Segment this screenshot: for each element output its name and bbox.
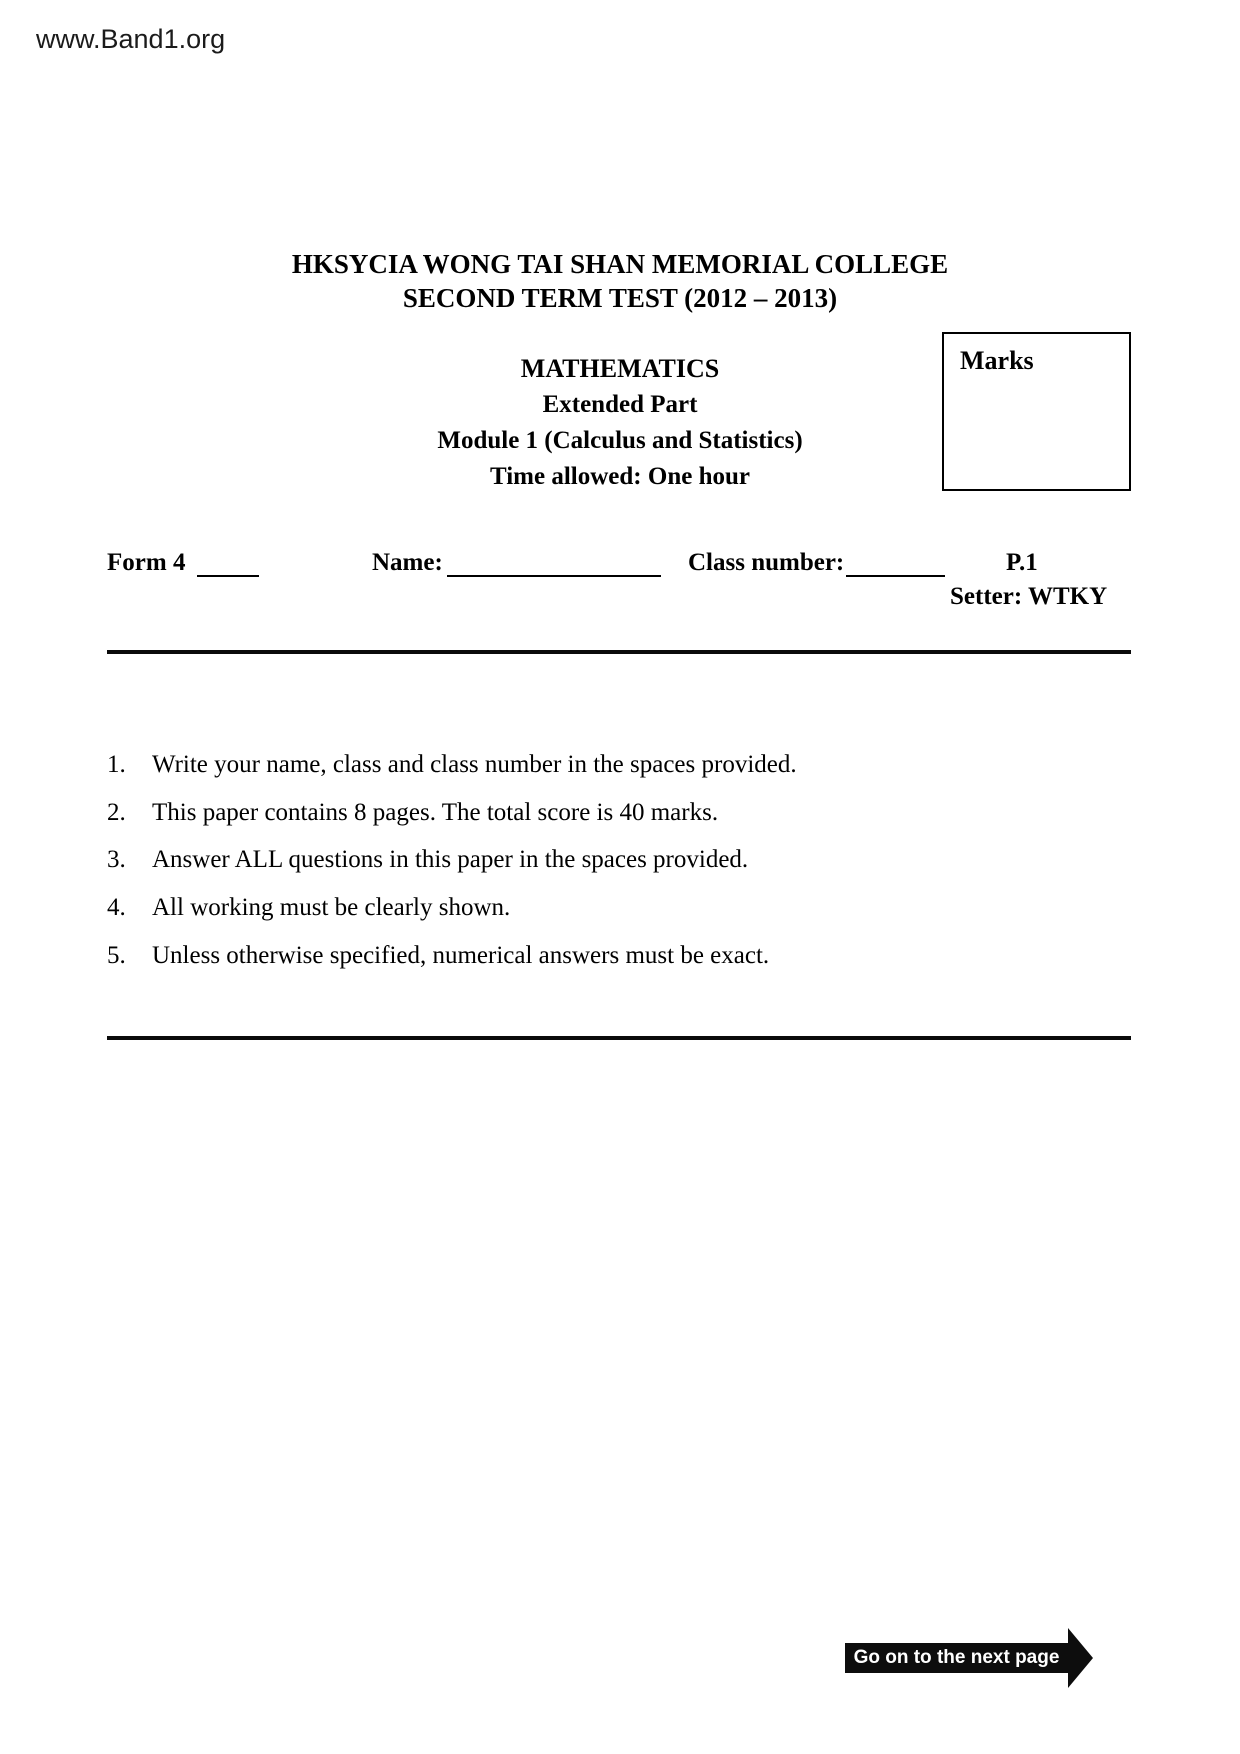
- subject-block: [0, 351, 1240, 495]
- watermark-text: www.Band1.org: [36, 24, 226, 54]
- class-number-blank: [846, 549, 945, 577]
- page-number: P.1: [1006, 549, 1038, 576]
- setter-label: Setter: WTKY: [950, 583, 1108, 610]
- instruction-number: 1.: [107, 751, 126, 778]
- instruction-text: Unless otherwise specified, numerical answers must be exact.: [152, 942, 770, 969]
- header-divider: [107, 650, 1131, 654]
- instruction-number: 2.: [107, 799, 126, 826]
- class-number-label: Class number:: [688, 549, 845, 576]
- subject-module: Module 1 (Calculus and Statistics): [437, 427, 803, 454]
- instruction-item: [107, 751, 1047, 779]
- subject-part: Extended Part: [542, 391, 698, 418]
- instruction-text: Answer ALL questions in this paper in the spaces provided.: [152, 846, 749, 873]
- next-page-banner: [845, 1643, 1068, 1673]
- test-title: SECOND TERM TEST (2012 – 2013): [402, 283, 838, 313]
- instruction-number: 4.: [107, 894, 126, 921]
- next-page-arrow-icon: [1068, 1628, 1093, 1688]
- instruction-item: [107, 799, 1047, 827]
- name-blank: [447, 549, 661, 577]
- instruction-number: 5.: [107, 942, 126, 969]
- name-label: Name:: [372, 549, 443, 576]
- instruction-item: [107, 846, 1047, 874]
- instruction-text: Write your name, class and class number in the spaces provided.: [152, 751, 797, 778]
- instruction-text: All working must be clearly shown.: [152, 894, 511, 921]
- subject-title: MATHEMATICS: [520, 354, 720, 383]
- instruction-text: This paper contains 8 pages. The total score is 40 marks.: [152, 799, 719, 826]
- content-divider: [107, 1036, 1131, 1040]
- marks-label: Marks: [960, 346, 1034, 375]
- time-allowed: Time allowed: One hour: [490, 463, 750, 490]
- instruction-item: [107, 942, 1047, 970]
- title-block: [0, 247, 1240, 315]
- school-name: HKSYCIA WONG TAI SHAN MEMORIAL COLLEGE: [291, 249, 949, 279]
- form-label: Form 4: [107, 549, 186, 576]
- instruction-item: [107, 894, 1047, 922]
- next-page-label: Go on to the next page: [853, 1647, 1060, 1668]
- form-blank: [197, 549, 259, 577]
- instruction-number: 3.: [107, 846, 126, 873]
